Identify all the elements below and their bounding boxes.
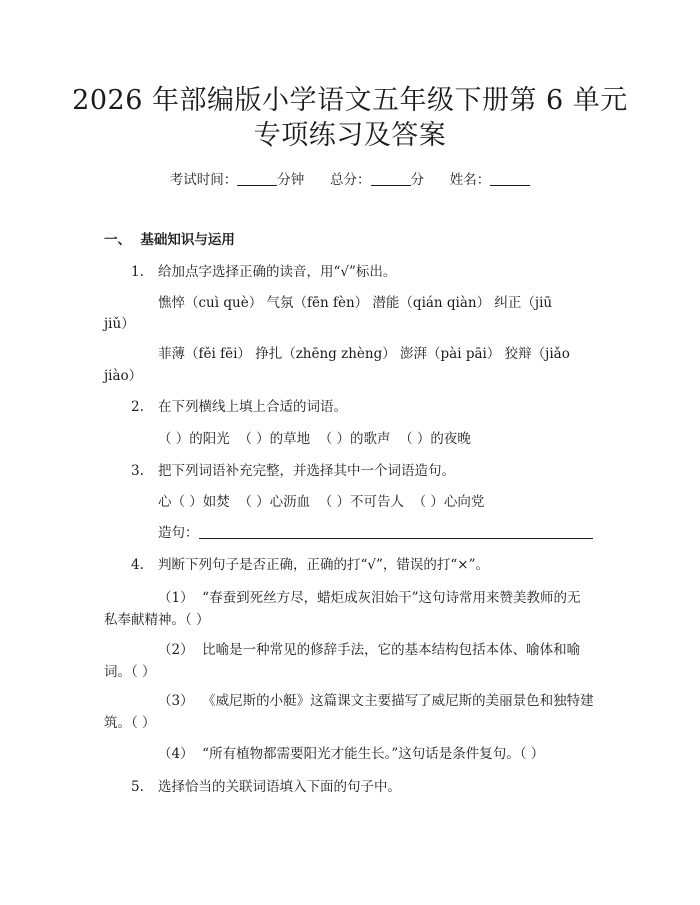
name-label: 姓名： xyxy=(449,172,491,188)
q1-text: 给加点字选择正确的读音，用“√”标出。 xyxy=(158,264,397,280)
section-1-heading: 一、 基础知识与运用 xyxy=(104,232,235,248)
q4-statement-2-cont: 词。（ ） xyxy=(104,664,156,680)
q4-statement-1: （1） “春蚕到死丝方尽，蜡炬成灰泪始干”这句诗常用来赞美教师的无 xyxy=(158,590,581,606)
score-blank[interactable] xyxy=(371,172,411,186)
q1-row-1: 憔悴（cuì què） 气氛（fēn fèn） 潜能（qián qiàn） 纠正（jiū xyxy=(158,295,553,311)
q2-number: 2. xyxy=(131,399,144,415)
q4-statement-4: （4） “所有植物都需要阳光才能生长。”这句话是条件复句。（ ） xyxy=(158,746,545,762)
score-label: 总分： xyxy=(330,172,371,188)
title-line-2: 专项练习及答案 xyxy=(253,120,447,151)
q4-number: 4. xyxy=(131,557,144,573)
sentence-blank[interactable] xyxy=(199,525,593,539)
q4-statement-3: （3） 《威尼斯的小艇》这篇课文主要描写了威尼斯的美丽景色和独特建 xyxy=(158,693,594,709)
time-blank[interactable] xyxy=(237,172,277,186)
q1-row-1-cont: jiǔ） xyxy=(104,316,135,332)
q3-items: 心（ ）如焚 （ ）心沥血 （ ）不可告人 （ ）心向党 xyxy=(158,494,485,510)
q1-number: 1. xyxy=(131,264,144,280)
name-blank[interactable] xyxy=(490,172,530,186)
score-unit: 分 xyxy=(410,172,424,188)
q4-text: 判断下列句子是否正确，正确的打“√”，错误的打“×”。 xyxy=(158,557,490,573)
title-line-1: 2026 年部编版小学语文五年级下册第 6 单元 xyxy=(72,85,628,116)
q3-sentence-row xyxy=(158,524,593,542)
q1-row-2-cont: jiào） xyxy=(104,368,143,384)
q4-statement-3-cont: 筑。（ ） xyxy=(104,715,156,731)
q1-row-2: 菲薄（fěi fēi） 挣扎（zhēng zhèng） 澎湃（pài pāi） 狡辩（jiǎo xyxy=(158,346,570,362)
q2-items: （ ）的阳光 （ ）的草地 （ ）的歌声 （ ）的夜晚 xyxy=(158,431,471,447)
q5-text: 选择恰当的关联词语填入下面的句子中。 xyxy=(158,779,401,795)
q4-statement-1-cont: 私奉献精神。（ ） xyxy=(104,612,210,628)
sentence-label: 造句： xyxy=(158,525,199,541)
time-unit: 分钟 xyxy=(277,172,305,188)
q4-statement-2: （2） 比喻是一种常见的修辞手法，它的基本结构包括本体、喻体和喻 xyxy=(158,642,581,658)
time-label: 考试时间： xyxy=(169,172,238,188)
q3-number: 3. xyxy=(131,463,144,479)
q3-text: 把下列词语补充完整，并选择其中一个词语造句。 xyxy=(158,463,455,479)
exam-meta xyxy=(0,168,700,188)
q5-number: 5. xyxy=(131,779,144,795)
q2-text: 在下列横线上填上合适的词语。 xyxy=(158,399,347,415)
